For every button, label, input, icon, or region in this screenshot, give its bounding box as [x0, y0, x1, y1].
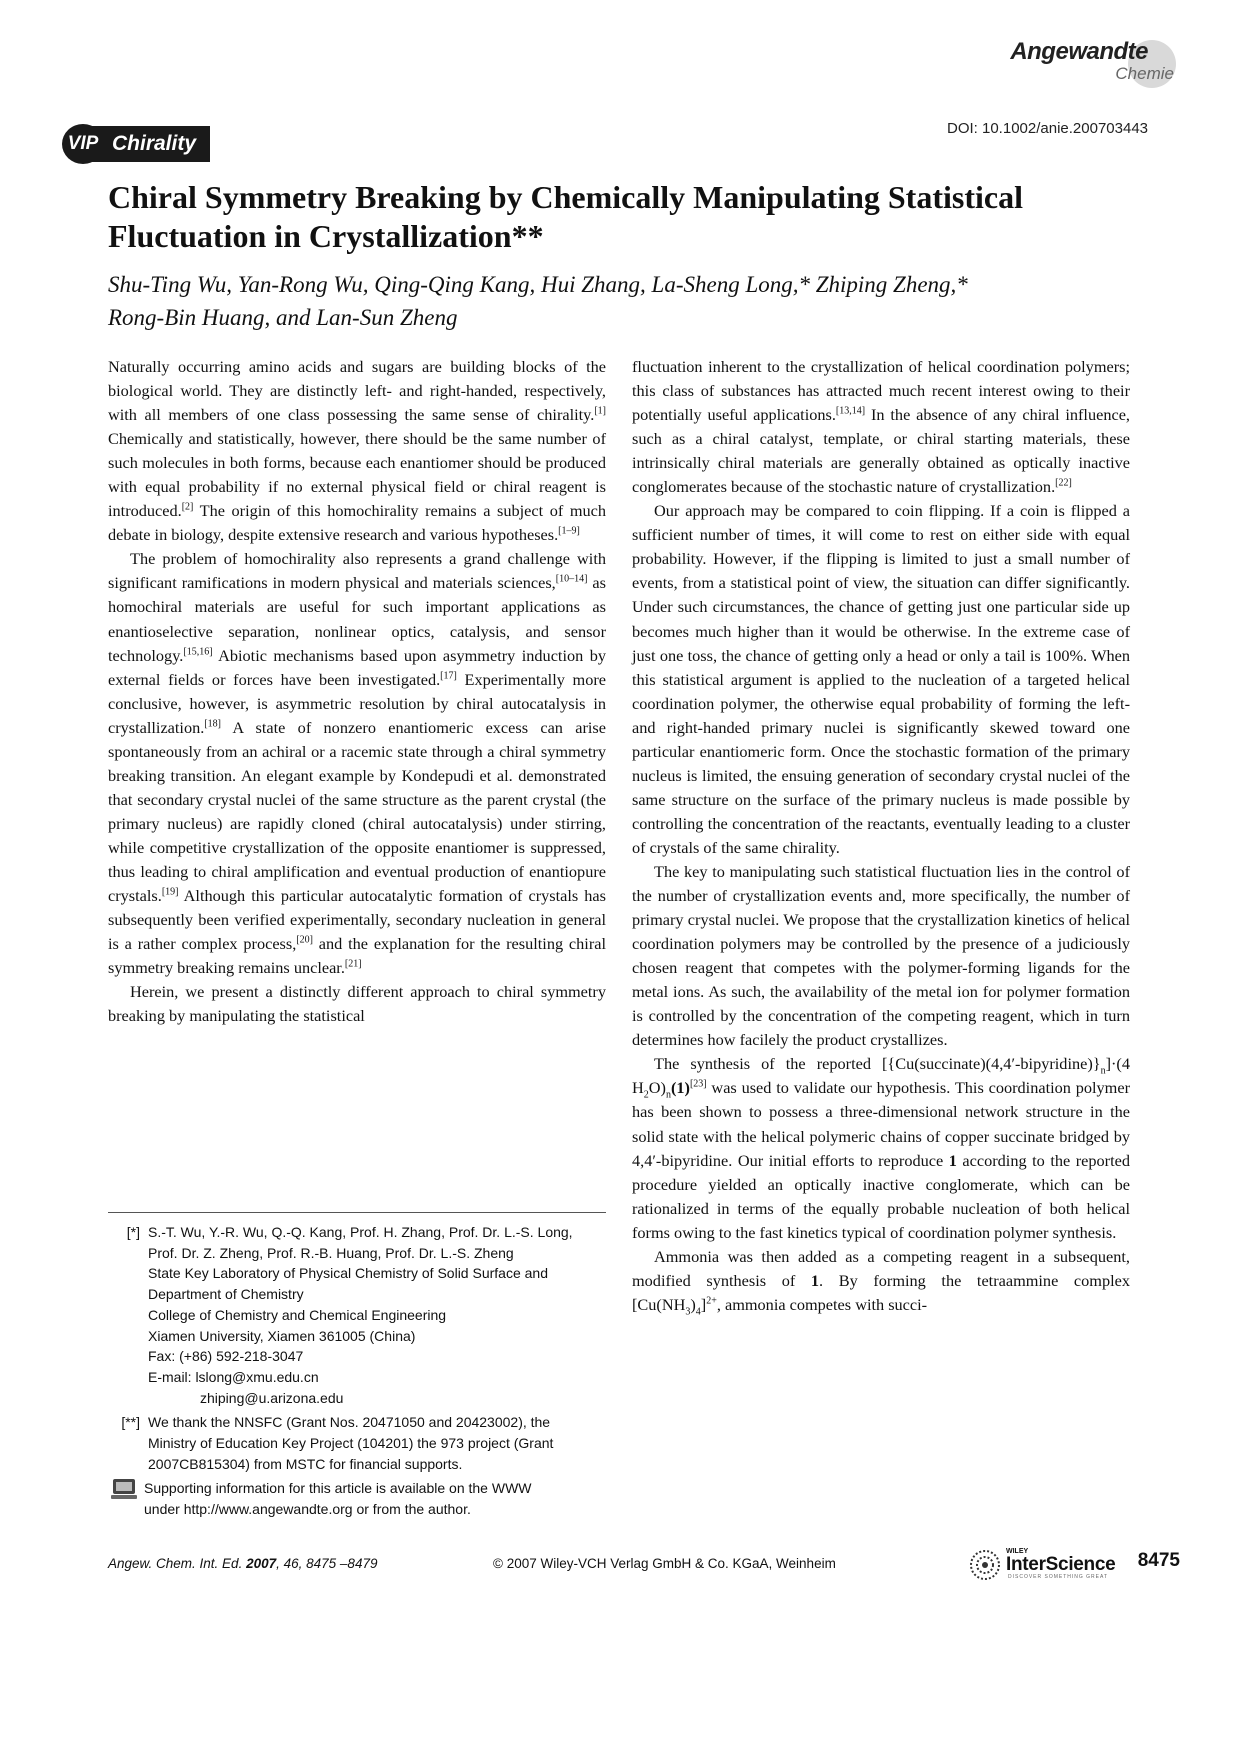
citation[interactable]: [21] [344, 958, 362, 970]
citation[interactable]: [22] [1055, 477, 1072, 489]
footnote-body [144, 1478, 606, 1519]
title-line-1: Chiral Symmetry Breaking by Chemically Manipulating Statistical [108, 179, 1023, 215]
journal-subname: Chemie [1115, 64, 1174, 83]
paragraph-3: Herein, we present a distinctly different approach to chiral symmetry breaking by manipulating the statistical [108, 982, 606, 1026]
page-number: 8475 [1137, 1550, 1180, 1571]
subscript: 2 [643, 1089, 649, 1101]
citation-journal: Angew. Chem. Int. Ed. [108, 1556, 247, 1571]
article-title [108, 178, 1148, 256]
footnote-line: We thank the NNSFC (Grant Nos. 20471050 and 20423002), the [148, 1414, 551, 1431]
footnote-line: State Key Laboratory of Physical Chemistry of Solid Surface and [148, 1265, 548, 1282]
footnote-line: Prof. Dr. Z. Zheng, Prof. R.-B. Huang, Prof. Dr. L.-S. Zheng [148, 1244, 514, 1261]
footnote-line: Supporting information for this article is available on the WWW [144, 1480, 532, 1497]
footnote-line: Ministry of Education Key Project (104201) the 973 project (Grant [148, 1435, 554, 1452]
footnote-mark: [*] [126, 1224, 140, 1240]
footnote-line: 2007CB815304) from MSTC for financial supports. [148, 1455, 463, 1472]
text: was used to validate our hypothesis. This coordination polymer has been shown to possess a three-dimensional network structure in the solid state with the helical polymeric chains of copper succinate bridged by 4,4′-bipyridine. Our initial efforts to reproduce [632, 1078, 1130, 1170]
paragraph-1 [108, 355, 606, 547]
text: The problem of homochirality also represents a grand challenge with significant ramifications in modern physical and materials sciences, [108, 549, 606, 593]
body-column-right [632, 355, 1130, 1317]
paragraph-8 [632, 1245, 1130, 1317]
text: A state of nonzero enantiomeric excess can arise spontaneously from an achiral or a racemic state through a chiral symmetry breaking transition. An elegant example by Kondepudi et al. demonstrated that secondary crystal nuclei of the same structure as the parent crystal (the primary nucleus) are rapidly cloned (chiral autocatalysis) under stirring, while competitive crystallization of the opposite enantiomer is suppressed, thus leading to chiral amplification and eventual production of enantiopure crystals. [108, 717, 606, 906]
footnote-affiliation [108, 1222, 606, 1408]
compound-label: 1 [948, 1150, 957, 1170]
subscript: 4 [695, 1306, 701, 1318]
text: Although this particular autocatalytic formation of crystals has subsequently been verified experimentally, secondary nucleation in general is a rather complex process, [108, 886, 606, 954]
footnote-body [148, 1412, 606, 1474]
authors-line-2: Rong-Bin Huang, and Lan-Sun Zheng [108, 305, 458, 330]
citation-year: 2007 [246, 1556, 277, 1571]
citation[interactable]: [18] [204, 718, 221, 730]
topic-badge [62, 124, 210, 164]
text: Abiotic mechanisms based upon asymmetry induction by external fields or forces have been investigated. [108, 645, 606, 689]
paragraph-5: Our approach may be compared to coin flipping. If a coin is flipped a sufficient number of times, it will come to rest on either side with equal probability. However, if the flipping is limited to just a small number of events, from a statistical point of view, the situation can differ significantly. Under such circumstances, the chance of getting just one particular side up becomes much higher than it would be otherwise. In the extreme case of just one toss, the chance of getting only a head or only a tail is 100%. When this statistical argument is applied to the nucleation of a targeted helical coordination polymer, the otherwise equal probability of forming the left- and right-handed primary nuclei is significantly skewed toward one particular enantiomeric form. Once the stochastic formation of the primary nucleus is limited, the ensuing generation of secondary crystal nuclei of the same structure on the surface of the primary nucleus is made possible by controlling the concentration of the reactants, eventually leading to a cluster of crystals of the same chirality. [632, 501, 1130, 857]
subscript: n [1100, 1065, 1106, 1077]
citation-volume-pages: , 46, 8475 –8479 [276, 1556, 378, 1571]
footnote-mark: [**] [121, 1414, 140, 1431]
journal-logo [1010, 34, 1196, 90]
superscript: 2+ [706, 1295, 717, 1307]
footnote-acknowledgment [108, 1412, 606, 1474]
text: The origin of this homochirality remains a subject of much debate in biology, despite extensive research and various hypotheses. [108, 501, 606, 545]
vip-badge: VIP [62, 124, 104, 164]
publisher-tagline: DISCOVER SOMETHING GREAT [1008, 1574, 1109, 1580]
citation[interactable]: [2] [181, 501, 194, 513]
text: Chemically and statistically, however, there should be the same number of such molecules in both forms, because each enantiomer should be produced with equal probability if no external physical field or chiral reagent is introduced. [108, 429, 606, 521]
footnote-divider [108, 1212, 606, 1213]
text: ] [700, 1294, 707, 1314]
paragraph-6: The key to manipulating such statistical fluctuation lies in the control of the number of crystallization events and, more specifically, the number of primary crystal nuclei. We propose that the crystallization kinetics of helical coordination polymers may be controlled by the presence of a judiciously chosen reagent that competes with the polymer-forming ligands for the metal ions. As such, the availability of the metal ion for polymer formation is controlled by the concentration of the competing reagent, which in turn determines how facilely the product crystallizes. [632, 861, 1130, 1050]
paragraph-7 [632, 1052, 1130, 1244]
text: ]·(4 H [632, 1054, 1130, 1098]
footnote-line: Xiamen University, Xiamen 361005 (China) [148, 1327, 416, 1344]
footnote-body [148, 1222, 606, 1408]
footnote-line: Department of Chemistry [148, 1286, 304, 1303]
text: and the explanation for the resulting chiral symmetry breaking remains unclear. [108, 934, 606, 978]
copyright: © 2007 Wiley-VCH Verlag GmbH & Co. KGaA, Weinheim [493, 1556, 836, 1571]
text: Ammonia was then added as a competing reagent in a subsequent, modified synthesis of [632, 1246, 1130, 1290]
journal-citation [108, 1556, 377, 1571]
paragraph-4 [632, 355, 1130, 499]
subscript: 3 [685, 1306, 691, 1318]
text: Experimentally more conclusive, however, is asymmetric resolution by chiral autocatalysis in crystallization. [108, 669, 606, 737]
citation[interactable]: [17] [440, 670, 457, 682]
citation[interactable]: [1] [594, 405, 606, 417]
citation[interactable]: [10–14] [555, 574, 588, 585]
subscript: n [665, 1089, 671, 1101]
compound-label: 1 [810, 1270, 820, 1290]
supporting-info-icon [110, 1478, 138, 1500]
text: In the absence of any chiral influence, such as a chiral catalyst, template, or chiral starting materials, these intrinsically chiral materials are generally obtained as optically inactive conglomerates because of the stochastic nature of crystallization. [632, 405, 1130, 497]
journal-name: Angewandte [1010, 38, 1148, 65]
compound-label: (1) [670, 1078, 690, 1098]
footnote-email[interactable]: zhiping@u.arizona.edu [200, 1389, 344, 1406]
footnote-line: S.-T. Wu, Y.-R. Wu, Q.-Q. Kang, Prof. H. Zhang, Prof. Dr. L.-S. Long, [148, 1224, 573, 1240]
text: according to the reported procedure yielded an optically inactive conglomerate, which can be rationalized in terms of the equally probable nucleation of both helical forms owing to the fast kinetics typical of coordination polymer synthesis. [632, 1150, 1130, 1242]
author-list [108, 268, 1158, 334]
footnote-email[interactable]: E-mail: lslong@xmu.edu.cn [148, 1368, 319, 1385]
title-line-2: Fluctuation in Crystallization** [108, 218, 544, 254]
text: . By forming the tetraammine complex [Cu(NH [632, 1270, 1130, 1314]
citation[interactable]: [19] [161, 886, 179, 898]
text: as homochiral materials are useful for such important applications as enantioselective separation, nonlinear optics, catalysis, and sensor technology. [108, 573, 606, 665]
doi[interactable]: DOI: 10.1002/anie.200703443 [947, 120, 1148, 137]
footnotes [108, 1222, 606, 1524]
footnote-line[interactable]: under http://www.angewandte.org or from the author. [144, 1501, 471, 1518]
citation[interactable]: [13,14] [835, 405, 866, 417]
citation[interactable]: [20] [296, 934, 313, 946]
paragraph-2 [108, 547, 606, 980]
text: ) [690, 1294, 696, 1314]
citation[interactable]: [15,16] [183, 646, 213, 658]
footnote-supporting-info [108, 1478, 606, 1519]
text: , ammonia competes with succi- [716, 1294, 928, 1314]
text: Naturally occurring amino acids and sugars are building blocks of the biological world. They are distinctly left- and right-handed, respectively, with all members of one class possessing the same sense of chirality. [108, 357, 606, 425]
authors-line-1: Shu-Ting Wu, Yan-Rong Wu, Qing-Qing Kang, Hui Zhang, La-Sheng Long,* Zhiping Zheng,* [108, 272, 968, 297]
publisher-small: WILEY [1006, 1548, 1029, 1555]
publisher-name: InterScience [1006, 1554, 1116, 1575]
text: The synthesis of the reported [{Cu(succinate)(4,4′-bipyridine)} [654, 1054, 1101, 1074]
text: O) [648, 1078, 666, 1098]
citation[interactable]: [1–9] [558, 525, 580, 537]
citation[interactable]: [23] [689, 1078, 707, 1090]
page-footer [108, 1548, 1188, 1582]
topic-label: Chirality [92, 126, 210, 162]
body-column-left [108, 355, 606, 1028]
footnote-line: College of Chemistry and Chemical Engineering [148, 1306, 447, 1323]
footnote-line: Fax: (+86) 592-218-3047 [148, 1348, 304, 1365]
interscience-logo-icon [968, 1548, 1002, 1582]
text: fluctuation inherent to the crystallization of helical coordination polymers; this class of substances has attracted much recent interest owing to their potentially useful applications. [632, 357, 1130, 425]
publisher-logo [968, 1548, 1116, 1582]
